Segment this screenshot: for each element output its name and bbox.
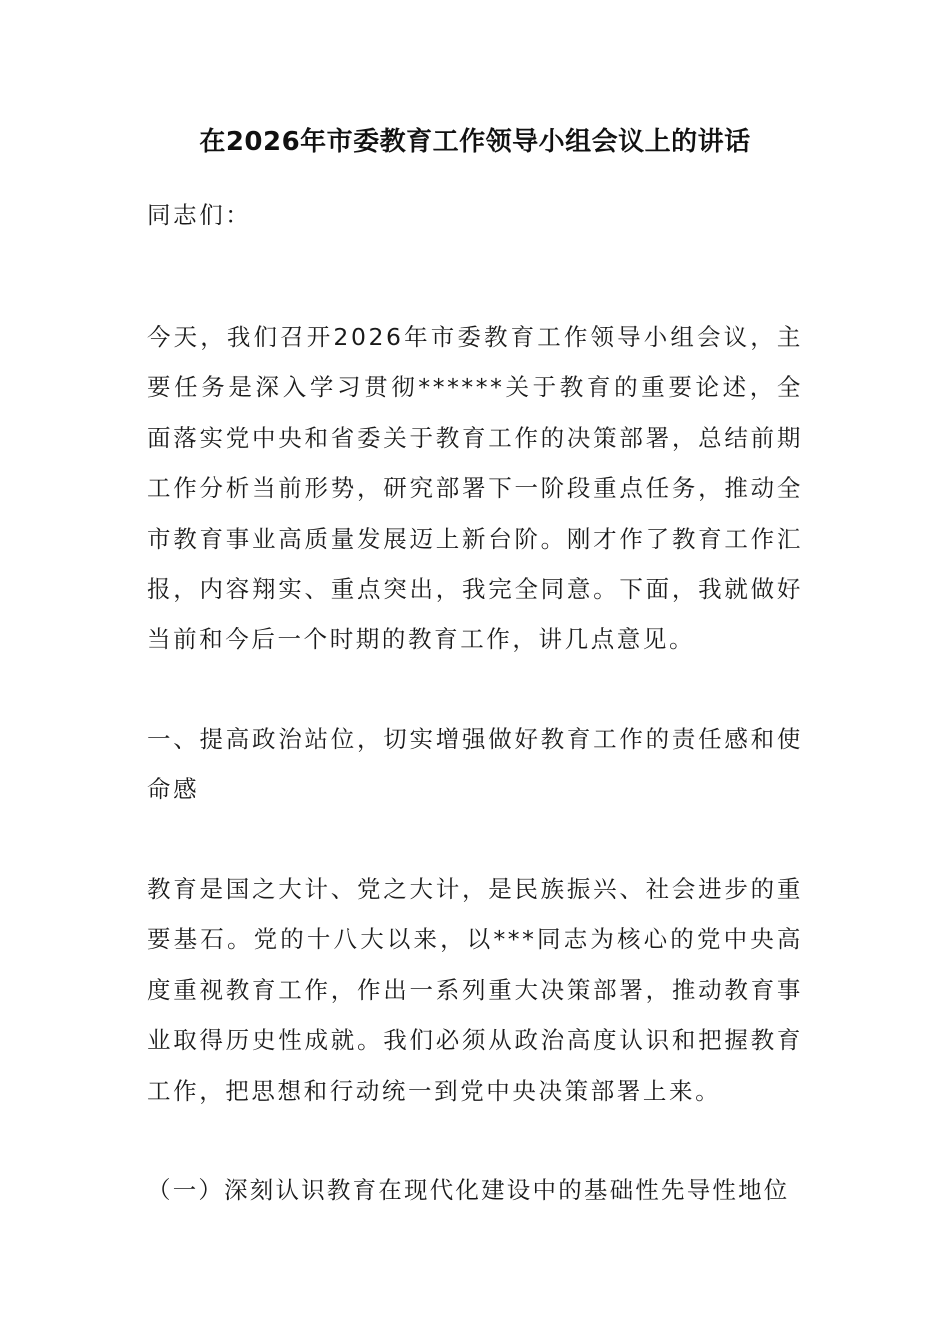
greeting-paragraph: 同志们： — [147, 201, 252, 229]
subsection-heading-1: （一）深刻认识教育在现代化建设中的基础性先导性地位 — [147, 1176, 790, 1204]
document-title: 在2026年市委教育工作领导小组会议上的讲话 — [199, 127, 751, 157]
intro-paragraph: 今天，我们召开2026年市委教育工作领导小组会议，主要任务是深入学习贯彻******关于教育的重要论述，全面落实党中央和省委关于教育工作的决策部署，总结前期工作分析当前形势，研究部署下一阶段重点任务，推动全市教育事业高质量发展迈上新台阶。刚才作了教育工作汇报，内容翔实、重点突出，我完全同意。下面，我就做好当前和今后一个时期的教育工作，讲几点意见。 — [147, 323, 803, 654]
section-heading-1: 一、提高政治站位，切实增强做好教育工作的责任感和使命感 — [147, 725, 803, 804]
section-body-1: 教育是国之大计、党之大计，是民族振兴、社会进步的重要基石。党的十八大以来，以***同志为核心的党中央高度重视教育工作，作出一系列重大决策部署，推动教育事业取得历史性成就。我们必须从政治高度认识和把握教育工作，把思想和行动统一到党中央决策部署上来。 — [147, 875, 803, 1105]
